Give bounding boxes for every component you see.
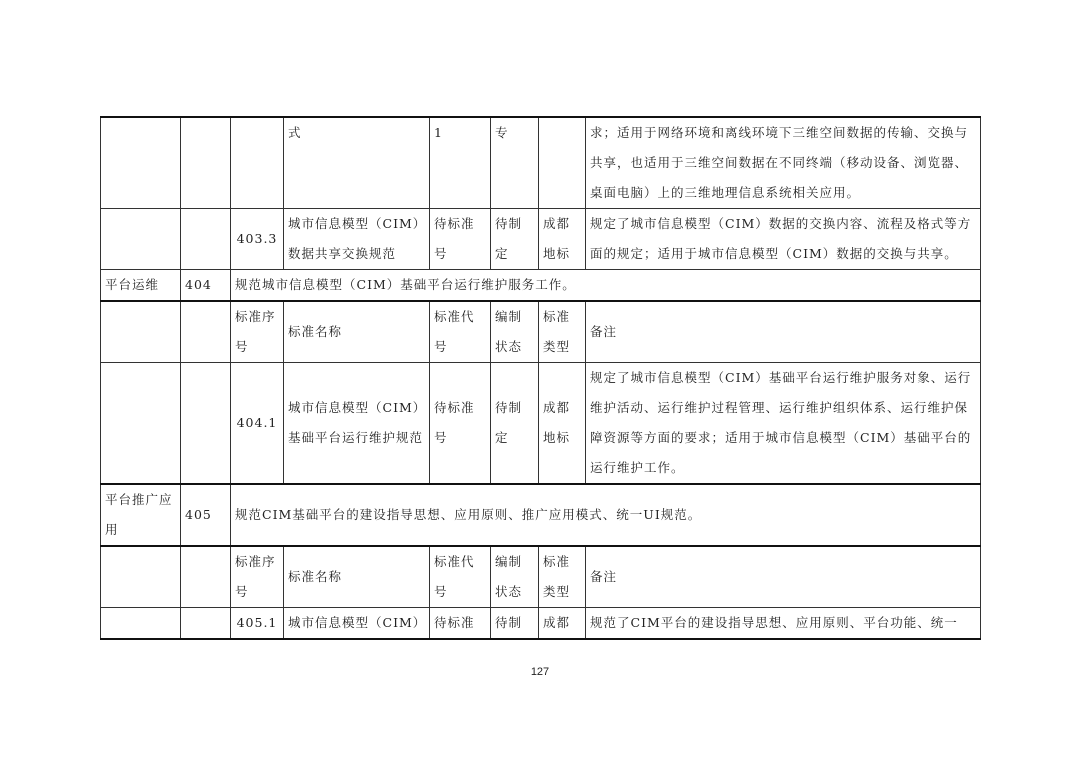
standard-type: 成都地标 [539, 209, 586, 270]
header-row [101, 301, 981, 363]
header-name: 标准名称 [284, 301, 430, 363]
standard-type: 成都地标 [539, 363, 586, 485]
standard-seq: 405.1 [231, 608, 284, 640]
header-seq: 标准序号 [231, 301, 284, 363]
section-category: 平台推广应用 [101, 484, 181, 546]
table-row [101, 363, 981, 485]
section-code: 405 [181, 484, 231, 546]
section-row-405 [101, 484, 981, 546]
header-status: 编制状态 [491, 546, 539, 608]
header-code: 标准代号 [430, 546, 491, 608]
standard-name: 城市信息模型（CIM） [284, 608, 430, 640]
standard-note: 求；适用于网络环境和离线环境下三维空间数据的传输、交换与共享，也适用于三维空间数据在不同终端（移动设备、浏览器、桌面电脑）上的三维地理信息系统相关应用。 [586, 117, 981, 209]
standard-code: 待标准 [430, 608, 491, 640]
standards-table [100, 116, 981, 640]
standard-status: 待制 [491, 608, 539, 640]
header-status: 编制状态 [491, 301, 539, 363]
section-row-404 [101, 270, 981, 302]
standard-note: 规范了CIM平台的建设指导思想、应用原则、平台功能、统一 [586, 608, 981, 640]
standard-code: 待标准号 [430, 209, 491, 270]
standard-note: 规定了城市信息模型（CIM）数据的交换内容、流程及格式等方面的规定；适用于城市信息模型（CIM）数据的交换与共享。 [586, 209, 981, 270]
header-type: 标准类型 [539, 546, 586, 608]
standard-code: 待标准号 [430, 363, 491, 485]
header-note: 备注 [586, 301, 981, 363]
header-code: 标准代号 [430, 301, 491, 363]
table-row [101, 117, 981, 209]
header-seq: 标准序号 [231, 546, 284, 608]
standard-status: 待制定 [491, 363, 539, 485]
header-row [101, 546, 981, 608]
section-description: 规范城市信息模型（CIM）基础平台运行维护服务工作。 [231, 270, 981, 302]
standard-type: 成都 [539, 608, 586, 640]
standard-code: 1 [430, 117, 491, 209]
section-code: 404 [181, 270, 231, 302]
table-row [101, 209, 981, 270]
section-category: 平台运维 [101, 270, 181, 302]
standard-name: 式 [284, 117, 430, 209]
page-number: 127 [530, 666, 550, 678]
standard-seq: 404.1 [231, 363, 284, 485]
header-type: 标准类型 [539, 301, 586, 363]
standard-status: 专 [491, 117, 539, 209]
standard-name: 城市信息模型（CIM）基础平台运行维护规范 [284, 363, 430, 485]
header-note: 备注 [586, 546, 981, 608]
header-name: 标准名称 [284, 546, 430, 608]
section-description: 规范CIM基础平台的建设指导思想、应用原则、推广应用模式、统一UI规范。 [231, 484, 981, 546]
standard-name: 城市信息模型（CIM）数据共享交换规范 [284, 209, 430, 270]
table-row [101, 608, 981, 640]
standard-seq: 403.3 [231, 209, 284, 270]
standard-status: 待制定 [491, 209, 539, 270]
standard-note: 规定了城市信息模型（CIM）基础平台运行维护服务对象、运行维护活动、运行维护过程管理、运行维护组织体系、运行维护保障资源等方面的要求；适用于城市信息模型（CIM）基础平台的运行维护工作。 [586, 363, 981, 485]
